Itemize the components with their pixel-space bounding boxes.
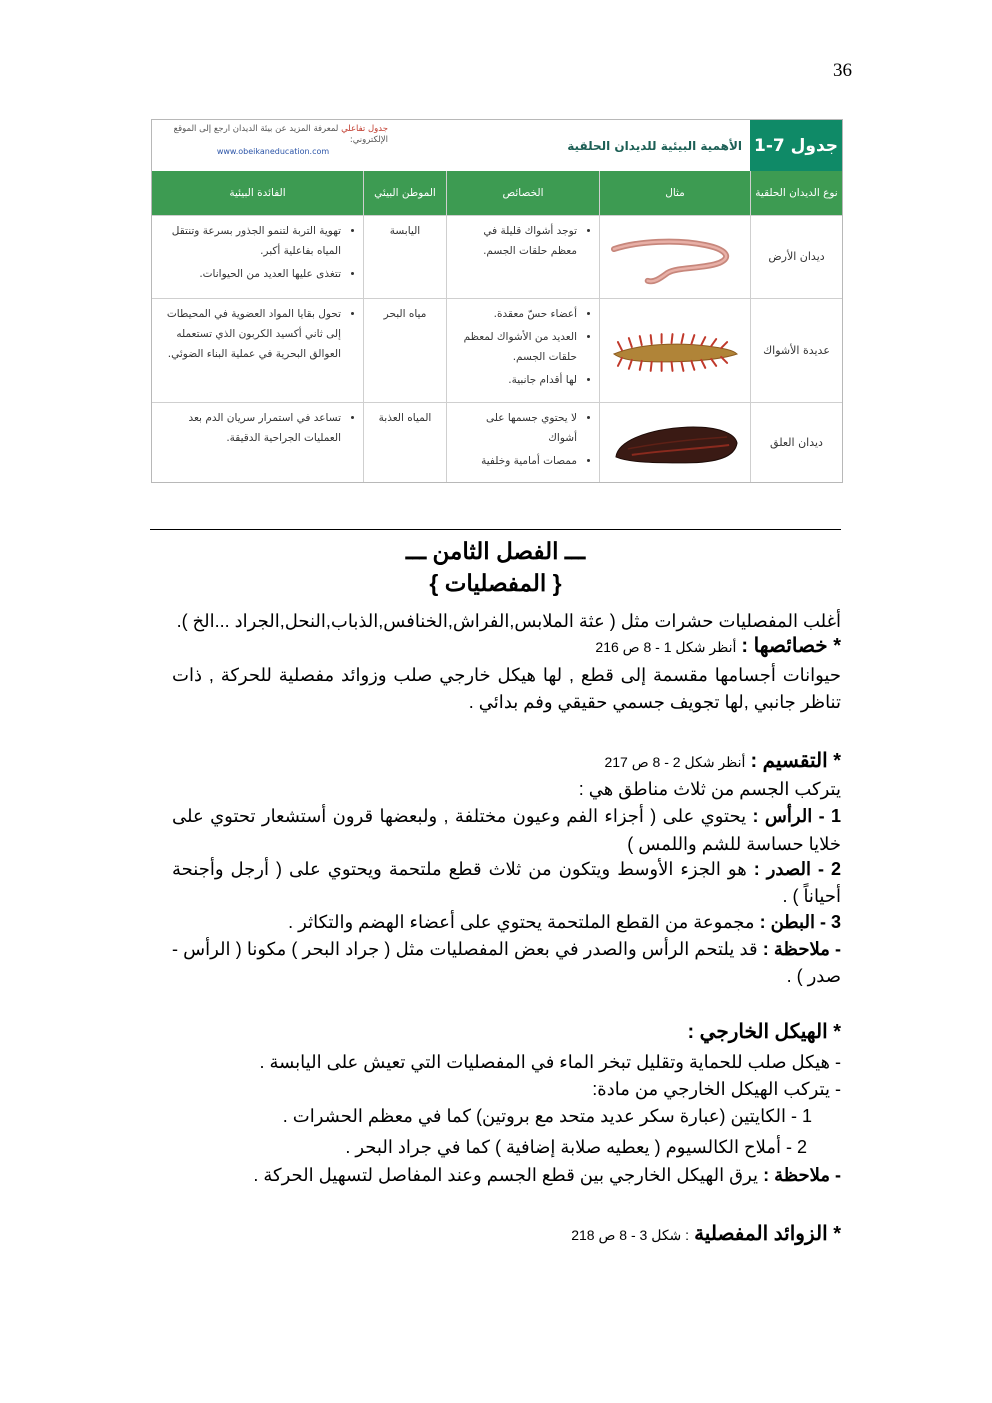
row3-benefit-1: • تساعد في استمرار سريان الدم بعد العمليات الجراحية الدقيقة.: [160, 408, 341, 448]
thorax-text-2: أحياناً ) .: [782, 886, 841, 906]
thorax-label: 2 - الصدر :: [753, 859, 841, 879]
skeleton-line-1: - هيكل صلب للحماية وتقليل تبخر الماء في المفصليات التي تعيش على اليابسة .: [259, 1052, 841, 1072]
row2-image-cell: [599, 299, 750, 403]
row3-characteristics: [446, 403, 599, 482]
header-type: نوع الديدان الحلقية: [750, 171, 842, 216]
header-characteristics: الخصائص: [446, 171, 599, 216]
row2-name: عديدة الأشواك: [750, 299, 842, 403]
abdomen-text: مجموعة من القطع الملتحمة يحتوي على أعضاء الهضم والتكاثر .: [288, 912, 755, 932]
abdomen-label: 3 - البطن :: [759, 912, 841, 932]
header-habitat: الموطن البيئي: [363, 171, 446, 216]
row1-name: ديدان الأرض: [750, 216, 842, 299]
interactive-note-highlight: جدول تفاعلي: [341, 124, 388, 134]
row3-char-1: • لا يحتوي جسمها على أشواك: [455, 408, 577, 448]
intro-line: أغلب المفصليات حشرات مثل ( عثة الملابس,الفراش,الخنافس,الذباب,النحل,الجراد ...الخ ).: [176, 611, 841, 631]
appendages-ref: : شكل 3 - 8 ص 218: [571, 1227, 690, 1243]
appendages-heading: * الزوائد المفصلية: [694, 1223, 841, 1245]
features-line: [595, 634, 841, 659]
row2-benefit-1: • تحول بقايا المواد العضوية في المحيطات إلى ثاني أكسيد الكربون الذي تستعمله العوالق البحرية في عملية البناء الضوئي.: [160, 304, 341, 364]
table-header-bar: [152, 120, 842, 171]
row1-benefit-2: • تتغذى عليها العديد من الحيوانات.: [160, 264, 341, 284]
division-line: [604, 749, 841, 774]
note1-text-2: صدر ) .: [786, 966, 841, 986]
skeleton-line-4: 2 - أملاح الكالسيوم ( يعطيه صلابة إضافية ) كما في جراد البحر .: [345, 1137, 807, 1157]
skeleton-line-3: 1 - الكايتين (عبارة سكر عديد متحد مع بروتين) كما في معظم الحشرات .: [282, 1106, 812, 1126]
row2-benefits: [152, 299, 363, 403]
row3-habitat: المياه العذبة: [363, 403, 446, 482]
row2-habitat: مياه البحر: [363, 299, 446, 403]
features-text-2: تناظر جانبي ,لها تجويف جسمي حقيقي وفم بدائي .: [468, 692, 841, 712]
table-label: جدول 7-1: [750, 120, 842, 171]
division-heading: * التقسيم :: [750, 750, 841, 772]
earthworm-image: [608, 227, 742, 287]
row1-image-cell: [599, 216, 750, 299]
row1-benefits: [152, 216, 363, 299]
polychaete-image: [608, 326, 742, 376]
row1-benefit-1: • تهوية التربة لتنمو الجذور بسرعة وتنتقل المياه بفاعلية أكبر.: [160, 221, 341, 261]
division-ref: أنظر شكل 2 - 8 ص 217: [604, 754, 746, 770]
note1-line-1: [172, 937, 841, 961]
row3-name: ديدان العلق: [750, 403, 842, 482]
note1-text-1: قد يلتحم الرأس والصدر في بعض المفصليات مثل ( جراد البحر ) مكونا ( الرأس -: [172, 939, 758, 959]
skeleton-heading: * الهيكل الخارجي :: [687, 1021, 841, 1043]
division-intro: يتركب الجسم من ثلاث مناطق هي :: [578, 779, 841, 799]
row3-benefits: [152, 403, 363, 482]
section-divider: [150, 529, 841, 530]
website-link[interactable]: www.obeikaneducation.com: [216, 147, 330, 156]
head-text-2: خلايا حساسة للشم واللمس ): [627, 834, 841, 854]
row3-char-2: • ممصات أمامية وخلفية: [455, 451, 577, 471]
table-grid: [152, 171, 842, 482]
head-label: 1 - الرأس :: [752, 806, 841, 826]
row2-char-3: • لها أقدام جانبية.: [455, 370, 577, 390]
page-number: 36: [833, 60, 852, 81]
note1-label: - ملاحظة :: [762, 939, 841, 959]
abdomen-line: [288, 910, 841, 934]
row1-habitat: اليابسة: [363, 216, 446, 299]
row2-char-2: • العديد من الأشواك لمعظم حلقات الجسم.: [455, 327, 577, 367]
row1-char-1: • توجد أشواك قليلة في معظم حلقات الجسم.: [455, 221, 577, 261]
features-ref: أنظر شكل 1 - 8 ص 216: [595, 639, 737, 655]
row1-characteristics: [446, 216, 599, 299]
section-title: { المفصليات }: [429, 570, 562, 596]
features-heading: * خصائصها :: [741, 635, 841, 657]
interactive-note-text: لمعرفة المزيد عن بيئة الديدان ارجع إلى الموقع الإلكتروني:: [173, 124, 388, 145]
thorax-text-1: هو الجزء الأوسط ويتكون من ثلاث قطع ملتحمة ويحتوي على ( أرجل وأجنحة: [172, 859, 747, 879]
thorax-line-1: [172, 857, 841, 881]
skeleton-line-2: - يتركب الهيكل الخارجي من مادة:: [592, 1079, 841, 1099]
row3-image-cell: [599, 403, 750, 482]
header-benefits: الفائدة البيئية: [152, 171, 363, 216]
chapter-title: ـــ الفصل الثامن ـــ: [405, 538, 586, 564]
appendages-line: [571, 1222, 841, 1247]
leech-image: [608, 417, 742, 469]
head-text-1: يحتوي على ( أجزاء الفم وعيون مختلفة , ولبعضها قرون أستشعار تحتوي على: [172, 806, 747, 826]
note2-text: يرق الهيكل الخارجي بين قطع الجسم وعند المفاصل لتسهيل الحركة .: [253, 1165, 759, 1185]
header-example: مثال: [599, 171, 750, 216]
annelids-table: [151, 119, 843, 483]
interactive-note: [158, 124, 388, 157]
row2-characteristics: [446, 299, 599, 403]
row2-char-1: • أعضاء حسّ معقدة.: [455, 304, 577, 324]
head-line-1: [172, 804, 841, 828]
table-title: الأهمية البيئية للديدان الحلقية: [567, 138, 742, 153]
note2-line: [253, 1163, 841, 1187]
features-text-1: حيوانات أجسامها مقسمة إلى قطع , لها هيكل خارجي صلب وزوائد مفصلية للحركة , ذات: [172, 665, 841, 685]
note2-label: - ملاحظة :: [763, 1165, 841, 1185]
